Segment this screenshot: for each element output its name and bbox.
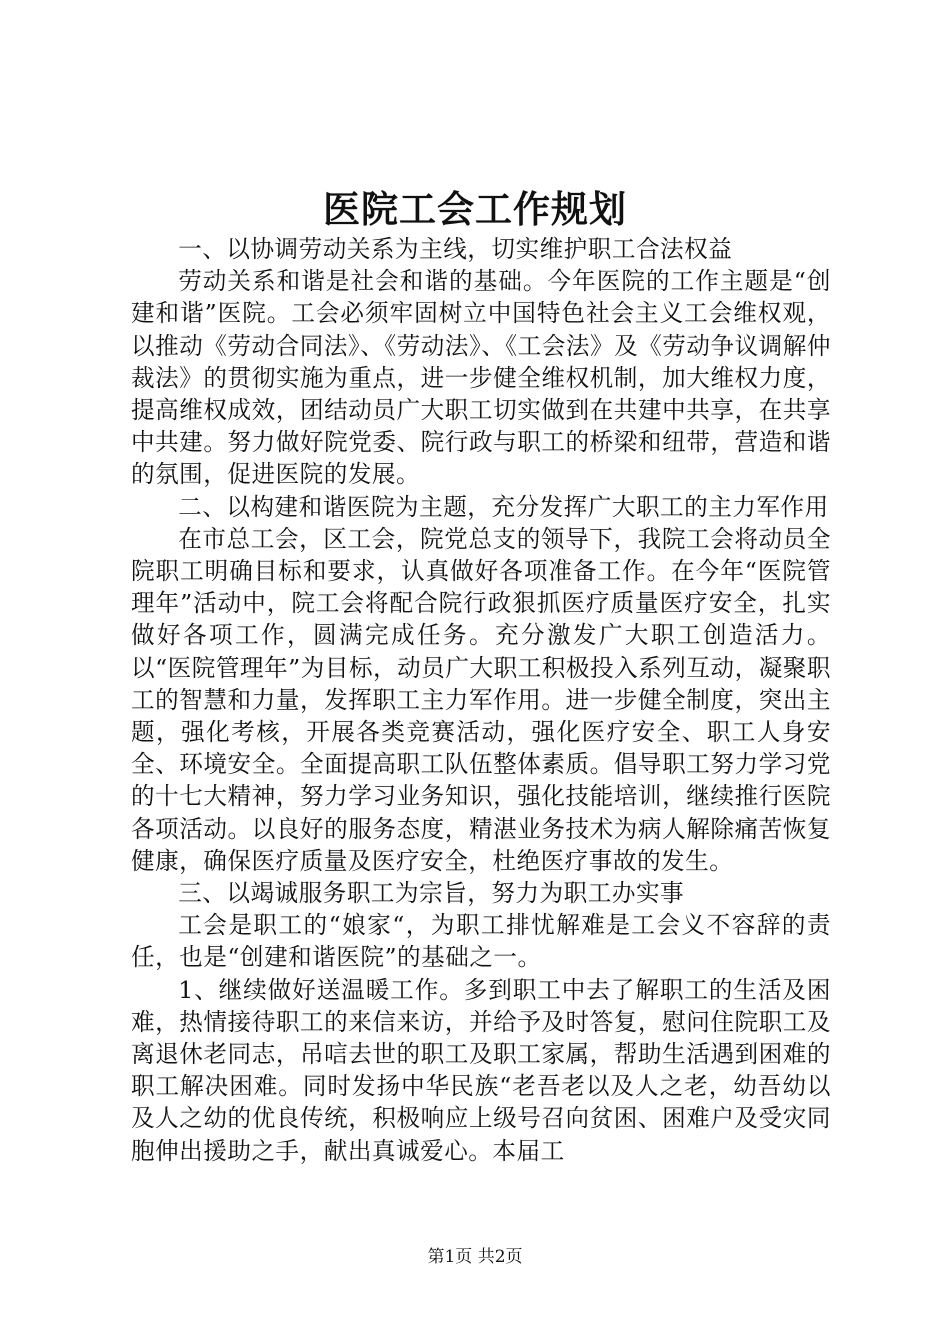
paragraph-1: 劳动关系和谐是社会和谐的基础。今年医院的工作主题是“创建和谐”医院。工会必须牢固树立中国特色社会主义工会维权观，以推动《劳动合同法》、《劳动法》、《工会法》及《劳动争议调解仲裁法》的贯彻实施为重点，进一步健全维权机制，加大维权力度，提高维权成效，团结动员广大职工切实做到在共建中共享，在共享中共建。努力做好院党委、院行政与职工的桥梁和纽带，营造和谐的氛围，促进医院的发展。: [131, 267, 831, 489]
page-number-footer: 第1页 共2页: [427, 1247, 523, 1267]
document-body: [131, 233, 831, 1167]
section-heading-1: 一、以协调劳动关系为主线，切实维护职工合法权益: [178, 235, 733, 263]
section-heading-3: 三、以竭诚服务职工为宗旨，努力为职工办实事: [178, 879, 685, 908]
section-heading-2: 二、以构建和谐医院为主题，充分发挥广大职工的主力军作用: [178, 492, 829, 521]
paragraph-2: 在市总工会，区工会，院党总支的领导下，我院工会将动员全院职工明确目标和要求，认真做好各项准备工作。在今年“医院管理年”活动中，院工会将配合院行政狠抓医疗质量医疗安全，扎实做好各项工作，圆满完成任务。充分激发广大职工创造活力。以“医院管理年”为目标，动员广大职工积极投入系列互动，凝聚职工的智慧和力量，发挥职工主力军作用。进一步健全制度，突出主题，强化考核，开展各类竞赛活动，强化医疗安全、职工人身安全、环境安全。全面提高职工队伍整体素质。倡导职工努力学习党的十七大精神，努力学习业务知识，强化技能培训，继续推行医院各项活动。以良好的服务态度，精湛业务技术为病人解除痛苦恢复健康，确保医疗质量及医疗安全，杜绝医疗事故的发生。: [131, 524, 831, 875]
paragraph-3: 工会是职工的“娘家“，为职工排忧解难是工会义不容辞的责任，也是“创建和谐医院”的基础之一。: [131, 911, 831, 972]
document-title: 医院工会工作规划: [323, 187, 627, 231]
paragraph-4: 1、继续做好送温暖工作。多到职工中去了解职工的生活及困难，热情接待职工的来信来访，并给予及时答复，慰问住院职工及离退休老同志，吊唁去世的职工及职工家属，帮助生活遇到困难的职工解决困难。同时发扬中华民族“老吾老以及人之老，幼吾幼以及人之幼的优良传统，积极响应上级号召向贫困、困难户及受灾同胞伸出援助之手，献出真诚爱心。本届工: [131, 975, 831, 1165]
